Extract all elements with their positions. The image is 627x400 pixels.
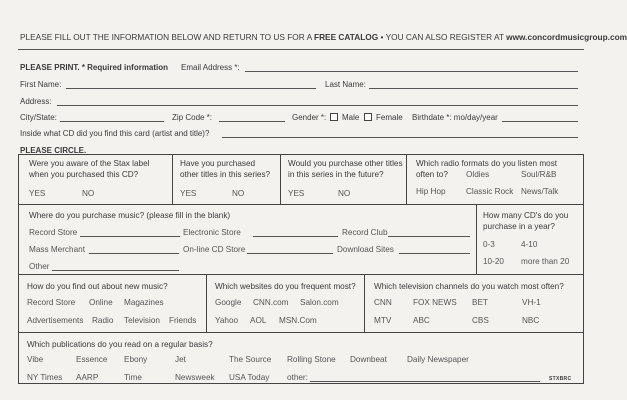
purchase-option-online-cd-store[interactable]: On-line CD Store — [183, 245, 246, 254]
address-label: Address: — [20, 97, 52, 106]
pub-option-time[interactable]: Time — [124, 373, 142, 382]
radio-option-hip-hop[interactable]: Hip Hop — [416, 187, 446, 196]
pub-option-aarp[interactable]: AARP — [76, 373, 99, 382]
music-discovery-question: How do you find out about new music? — [27, 282, 168, 291]
pub-option-essence[interactable]: Essence — [76, 355, 108, 364]
first-name-field[interactable] — [66, 88, 316, 89]
tv-option-cnn[interactable]: CNN — [374, 298, 392, 307]
purchase-option-other[interactable]: Other — [29, 262, 50, 271]
pub-option-downbeat[interactable]: Downbeat — [350, 355, 387, 364]
stax-question-line2: when you purchased this CD? — [29, 170, 139, 179]
radio-option-classic-rock[interactable]: Classic Rock — [466, 187, 514, 196]
tv-option-fox-news[interactable]: FOX NEWS — [413, 298, 457, 307]
series-no-option[interactable]: NO — [232, 189, 245, 198]
last-name-label: Last Name: — [325, 80, 366, 89]
please-circle-heading: PLEASE CIRCLE. — [20, 146, 87, 155]
pub-option-rolling-stone[interactable]: Rolling Stone — [287, 355, 336, 364]
website-option-yahoo[interactable]: Yahoo — [215, 316, 239, 325]
pub-option-jet[interactable]: Jet — [175, 355, 186, 364]
header-line — [20, 32, 627, 42]
purchase-option-record-store[interactable]: Record Store — [29, 228, 78, 237]
future-question-line2: in this series in the future? — [288, 170, 384, 179]
website-link[interactable]: www.concordmusicgroup.com — [506, 32, 627, 42]
pub-option-usa-today[interactable]: USA Today — [229, 373, 270, 382]
electronic-store-blank[interactable] — [253, 236, 338, 237]
purchase-option-mass-merchant[interactable]: Mass Merchant — [29, 245, 85, 254]
cd-title-field[interactable] — [222, 137, 578, 138]
free-catalog-text: FREE CATALOG — [314, 32, 379, 42]
future-question — [288, 158, 403, 180]
purchase-question: Where do you purchase music? (please fill in the blank) — [29, 211, 231, 220]
stax-yes-option[interactable]: YES — [29, 189, 46, 198]
series-question-line1: Have you purchased — [180, 159, 256, 168]
tv-option-cbs[interactable]: CBS — [472, 316, 489, 325]
zip-code-label: Zip Code *: — [172, 113, 213, 122]
stax-question — [29, 158, 149, 180]
pub-option-newsweek[interactable]: Newsweek — [175, 373, 215, 382]
pub-other-field[interactable] — [310, 381, 540, 382]
discovery-option-advertisements[interactable]: Advertisements — [27, 316, 84, 325]
email-label: Email Address *: — [181, 63, 240, 72]
tv-option-nbc[interactable]: NBC — [522, 316, 540, 325]
discovery-option-online[interactable]: Online — [89, 298, 113, 307]
last-name-field[interactable] — [369, 88, 578, 89]
radio-option-news-talk[interactable]: News/Talk — [521, 187, 559, 196]
pub-option-daily-newspaper[interactable]: Daily Newspaper — [407, 355, 469, 364]
website-option-salon[interactable]: Salon.com — [300, 298, 339, 307]
gender-female-label: Female — [376, 113, 403, 122]
pub-option-vibe[interactable]: Vibe — [27, 355, 44, 364]
gender-male-label: Male — [342, 113, 360, 122]
series-question — [180, 158, 270, 180]
stax-no-option[interactable]: NO — [82, 189, 95, 198]
email-field[interactable] — [245, 71, 578, 72]
gender-female-checkbox[interactable] — [364, 113, 372, 121]
future-no-option[interactable]: NO — [338, 189, 351, 198]
purchase-option-download-sites[interactable]: Download Sites — [337, 245, 394, 254]
cd-count-option-4-10[interactable]: 4-10 — [521, 240, 538, 249]
tv-option-bet[interactable]: BET — [472, 298, 488, 307]
pub-option-ebony[interactable]: Ebony — [124, 355, 148, 364]
header-bullet-text: • YOU CAN ALSO REGISTER AT — [380, 32, 504, 42]
pub-option-the-source[interactable]: The Source — [229, 355, 272, 364]
tv-option-mtv[interactable]: MTV — [374, 316, 392, 325]
series-question-line2: other titles in this series? — [180, 170, 271, 179]
pub-option-ny-times[interactable]: NY Times — [27, 373, 63, 382]
download-sites-blank[interactable] — [399, 253, 470, 254]
radio-option-soul-rnb[interactable]: Soul/R&B — [521, 170, 557, 179]
tv-channels-question: Which television channels do you watch most often? — [374, 282, 564, 291]
birthdate-label: Birthdate *: mo/day/year — [412, 113, 498, 122]
cd-count-option-more-than-20[interactable]: more than 20 — [521, 257, 570, 266]
cd-count-question — [483, 210, 568, 232]
discovery-option-magazines[interactable]: Magazines — [124, 298, 164, 307]
city-state-field[interactable] — [60, 121, 164, 122]
record-store-blank[interactable] — [80, 236, 180, 237]
website-option-msn[interactable]: MSN.Com — [279, 316, 317, 325]
cd-count-question-line2: purchase in a year? — [483, 222, 555, 231]
other-blank[interactable] — [52, 270, 179, 271]
zip-code-field[interactable] — [219, 121, 285, 122]
gender-male-checkbox[interactable] — [330, 113, 338, 121]
radio-question-line1: Which radio formats do you listen most — [416, 159, 558, 168]
discovery-option-record-store[interactable]: Record Store — [27, 298, 76, 307]
website-option-google[interactable]: Google — [215, 298, 242, 307]
radio-question-line2: often to? — [416, 170, 448, 179]
future-yes-option[interactable]: YES — [288, 189, 305, 198]
please-print-heading — [20, 63, 168, 72]
radio-option-oldies[interactable]: Oldies — [466, 170, 490, 179]
website-option-aol[interactable]: AOL — [250, 316, 267, 325]
websites-question: Which websites do you frequent most? — [215, 282, 356, 291]
series-yes-option[interactable]: YES — [180, 189, 197, 198]
publications-question: Which publications do you read on a regular basis? — [27, 340, 213, 349]
website-option-cnn[interactable]: CNN.com — [253, 298, 289, 307]
tv-option-vh1[interactable]: VH-1 — [522, 298, 541, 307]
pub-option-other-label: other: — [287, 373, 308, 382]
purchase-option-record-club[interactable]: Record Club — [342, 228, 388, 237]
gender-label: Gender *: — [292, 113, 327, 122]
mass-merchant-blank[interactable] — [89, 253, 179, 254]
cd-count-option-0-3[interactable]: 0-3 — [483, 240, 495, 249]
required-note: * Required information — [81, 63, 169, 72]
tv-option-abc[interactable]: ABC — [413, 316, 430, 325]
future-question-line1: Would you purchase other titles — [288, 159, 403, 168]
first-name-label: First Name: — [20, 80, 62, 89]
discovery-option-friends[interactable]: Friends — [169, 316, 197, 325]
record-club-blank[interactable] — [388, 236, 470, 237]
cd-count-option-10-20[interactable]: 10-20 — [483, 257, 504, 266]
header-instruction: PLEASE FILL OUT THE INFORMATION BELOW AND RETURN TO US FOR A — [20, 32, 312, 42]
discovery-option-television[interactable]: Television — [124, 316, 160, 325]
discovery-option-radio[interactable]: Radio — [92, 316, 114, 325]
purchase-option-electronic-store[interactable]: Electronic Store — [183, 228, 241, 237]
city-state-label: City/State: — [20, 113, 57, 122]
please-print-label: PLEASE PRINT. — [20, 63, 80, 72]
header-divider — [18, 49, 584, 50]
online-cd-store-blank[interactable] — [247, 253, 333, 254]
cd-count-question-line1: How many CD's do you — [483, 211, 569, 220]
cd-question-label: Inside what CD did you find this card (artist and title)? — [20, 129, 210, 138]
birthdate-field[interactable] — [502, 121, 578, 122]
stax-question-line1: Were you aware of the Stax label — [29, 159, 150, 168]
address-field[interactable] — [57, 105, 578, 106]
card-code: STXBRC — [549, 376, 572, 382]
